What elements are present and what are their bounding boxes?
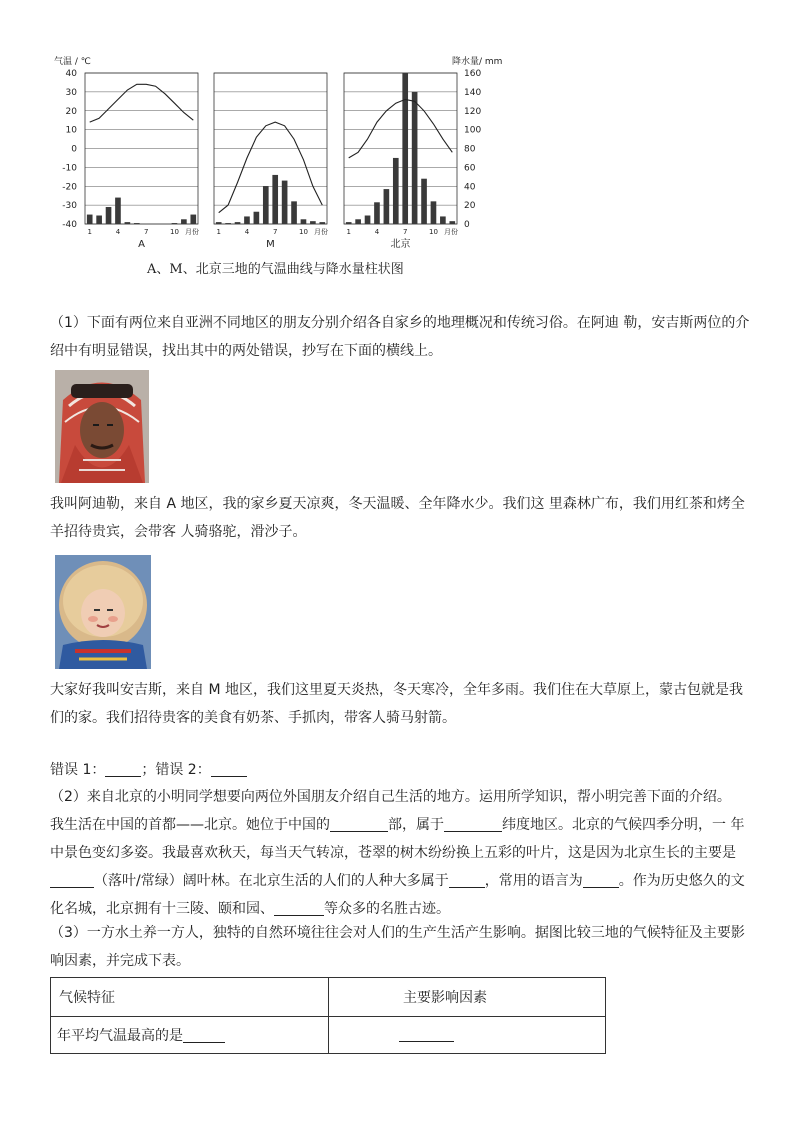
blank-forest-type[interactable]: [50, 871, 94, 888]
precip-tick-label: 0: [464, 220, 470, 230]
panel-A: [85, 73, 199, 250]
month-tick-label: 10: [169, 228, 179, 236]
temp-tick-label: 20: [65, 106, 77, 117]
precip-bar: [291, 201, 297, 224]
temp-tick-label: -40: [62, 220, 77, 230]
temp-axis-label: 气温 / ℃: [54, 57, 91, 67]
error2-label: ；错误 2：: [141, 762, 211, 778]
precip-tick-label: 40: [464, 182, 476, 193]
precip-bar: [115, 198, 121, 224]
month-tick-label: 4: [244, 228, 250, 236]
temperature-line: [90, 84, 194, 122]
month-tick-label: 1: [216, 228, 221, 236]
panel-name-label: M: [266, 239, 275, 250]
blank-language[interactable]: [583, 871, 619, 888]
precip-bar: [282, 181, 288, 224]
precip-bar: [216, 222, 222, 224]
table-header-right: 主要影响因素: [403, 990, 487, 1006]
month-tick-label: 7: [143, 228, 149, 236]
error2-blank[interactable]: [211, 760, 247, 777]
precip-bar: [254, 212, 260, 224]
precip-bar: [431, 201, 437, 224]
blank-race[interactable]: [449, 871, 485, 888]
precip-axis-label: 降水量/ mm: [452, 57, 503, 67]
temp-tick-label: -10: [62, 163, 77, 174]
precip-bar: [190, 215, 196, 224]
precip-bar: [134, 223, 140, 224]
precip-bar: [125, 222, 131, 224]
blank-influence-factor[interactable]: [399, 1025, 454, 1042]
q2-intro: （2）来自北京的小明同学想要向两位外国朋友介绍自己生活的地方。运用所学知识，帮小明完善下面的介绍。: [50, 789, 731, 805]
precip-bar: [402, 73, 408, 224]
precip-bar: [365, 216, 371, 224]
precip-bar: [319, 222, 325, 224]
blank-direction[interactable]: [330, 815, 388, 832]
q3-text: （3）一方水土养一方人，独特的自然环境往往会对人们的生产生活产生影响。据图比较三地的气候特征及主要影响因素，并完成下表。: [50, 925, 745, 969]
precip-tick-label: 20: [464, 201, 476, 212]
month-unit-label: 月份: [185, 228, 199, 236]
month-tick-label: 1: [87, 228, 92, 236]
precip-tick-label: 80: [464, 144, 476, 155]
climate-chart: [50, 50, 510, 255]
error1-blank[interactable]: [105, 760, 141, 777]
month-tick-label: 10: [298, 228, 308, 236]
precip-bar: [87, 215, 93, 224]
month-tick-label: 10: [428, 228, 438, 236]
precip-tick-label: 120: [464, 106, 482, 117]
panel-beijing: [344, 73, 458, 250]
precip-bar: [393, 158, 399, 224]
precip-bar: [272, 175, 278, 224]
anjisi-photo: [55, 555, 151, 669]
precip-tick-label: 60: [464, 163, 476, 174]
precip-bar: [421, 179, 427, 224]
precip-tick-label: 140: [464, 87, 482, 98]
figure-caption: A、M、北京三地的气温曲线与降水量柱状图: [147, 262, 404, 277]
q2-s3: 纬度地区。北京的气候四季分明，一 年中景色变幻多姿。我最喜欢秋天，每当天气转凉，苍翠的树木纷纷换上五彩的叶片，这是因为北京生长的主要是: [50, 817, 745, 861]
month-unit-label: 月份: [444, 228, 458, 236]
temp-tick-label: -30: [62, 201, 77, 212]
month-tick-label: 7: [272, 228, 278, 236]
precip-bar: [263, 186, 269, 224]
month-unit-label: 月份: [314, 228, 328, 236]
blank-landmark[interactable]: [274, 899, 324, 916]
table-header-left: 气候特征: [59, 990, 115, 1006]
q1-text: （1）下面有两位来自亚洲不同地区的朋友分别介绍各自家乡的地理概况和传统习俗。在阿迪 勒，安吉斯两位的介绍中有明显错误，找出其中的两处错误，抄写在下面的横线上。: [50, 315, 750, 359]
climate-table: [50, 977, 606, 1054]
precip-bar: [106, 207, 112, 224]
q1-answer-line: [50, 756, 750, 784]
panel-name-label: A: [138, 239, 145, 250]
q2-s7: 等众多的名胜古迹。: [324, 901, 450, 917]
month-tick-label: 4: [374, 228, 380, 236]
row1-label: 年平均气温最高的是: [57, 1028, 183, 1044]
month-tick-label: 7: [402, 228, 408, 236]
precip-tick-label: 160: [464, 69, 482, 79]
anjisi-intro: 大家好我叫安吉斯，来自 M 地区，我们这里夏天炎热，冬天寒冷，全年多雨。我们住在大草原上，蒙古包就是我们的家。我们招待贵客的美食有奶茶、手抓肉，带客人骑马射箭。: [50, 682, 743, 726]
blank-highest-temp[interactable]: [183, 1026, 225, 1043]
month-tick-label: 4: [115, 228, 121, 236]
precip-bar: [355, 219, 361, 224]
temp-tick-label: 10: [65, 125, 77, 136]
precip-bar: [244, 216, 250, 224]
panel-M: [214, 73, 328, 250]
temp-tick-label: 40: [65, 69, 77, 79]
precip-bar: [172, 223, 178, 224]
temp-tick-label: 0: [71, 144, 77, 155]
precip-bar: [301, 219, 307, 224]
precip-tick-label: 100: [464, 125, 482, 136]
q2-s2: 部，属于: [388, 817, 444, 833]
adile-photo: [55, 370, 149, 483]
temp-tick-label: -20: [62, 182, 77, 193]
precip-bar: [310, 221, 316, 224]
precip-bar: [440, 216, 446, 224]
precip-bar: [374, 202, 380, 224]
q2-s1: 我生活在中国的首都——北京。她位于中国的: [50, 817, 330, 833]
precip-bar: [181, 219, 187, 224]
panel-name-label: 北京: [390, 239, 411, 250]
temperature-line: [349, 99, 453, 157]
precip-bar: [96, 216, 102, 224]
precip-bar: [449, 221, 455, 224]
blank-latitude[interactable]: [444, 815, 502, 832]
precip-bar: [412, 92, 418, 224]
q2-fill-text: [50, 811, 750, 923]
month-tick-label: 1: [346, 228, 351, 236]
adile-intro: 我叫阿迪勒，来自 A 地区，我的家乡夏天凉爽，冬天温暖、全年降水少。我们这 里森林广布，我们用红茶和烤全羊招待贵宾，会带客 人骑骆驼，滑沙子。: [50, 496, 745, 540]
error1-label: 错误 1：: [50, 762, 106, 778]
precip-bar: [384, 189, 390, 224]
q2-s5: ，常用的语言为: [484, 873, 583, 889]
precip-bar: [235, 222, 241, 224]
temp-tick-label: 30: [65, 87, 77, 98]
precip-bar: [225, 223, 231, 224]
table-row1-left: [57, 1025, 225, 1045]
q2-s6: 。作为历史悠久的文化名城，北京拥有十三陵、颐和园、: [50, 873, 745, 917]
precip-bar: [346, 222, 352, 224]
q2-s4: （落叶/常绿）阔叶林。在北京生活的人们的人种大多属于: [94, 873, 449, 889]
